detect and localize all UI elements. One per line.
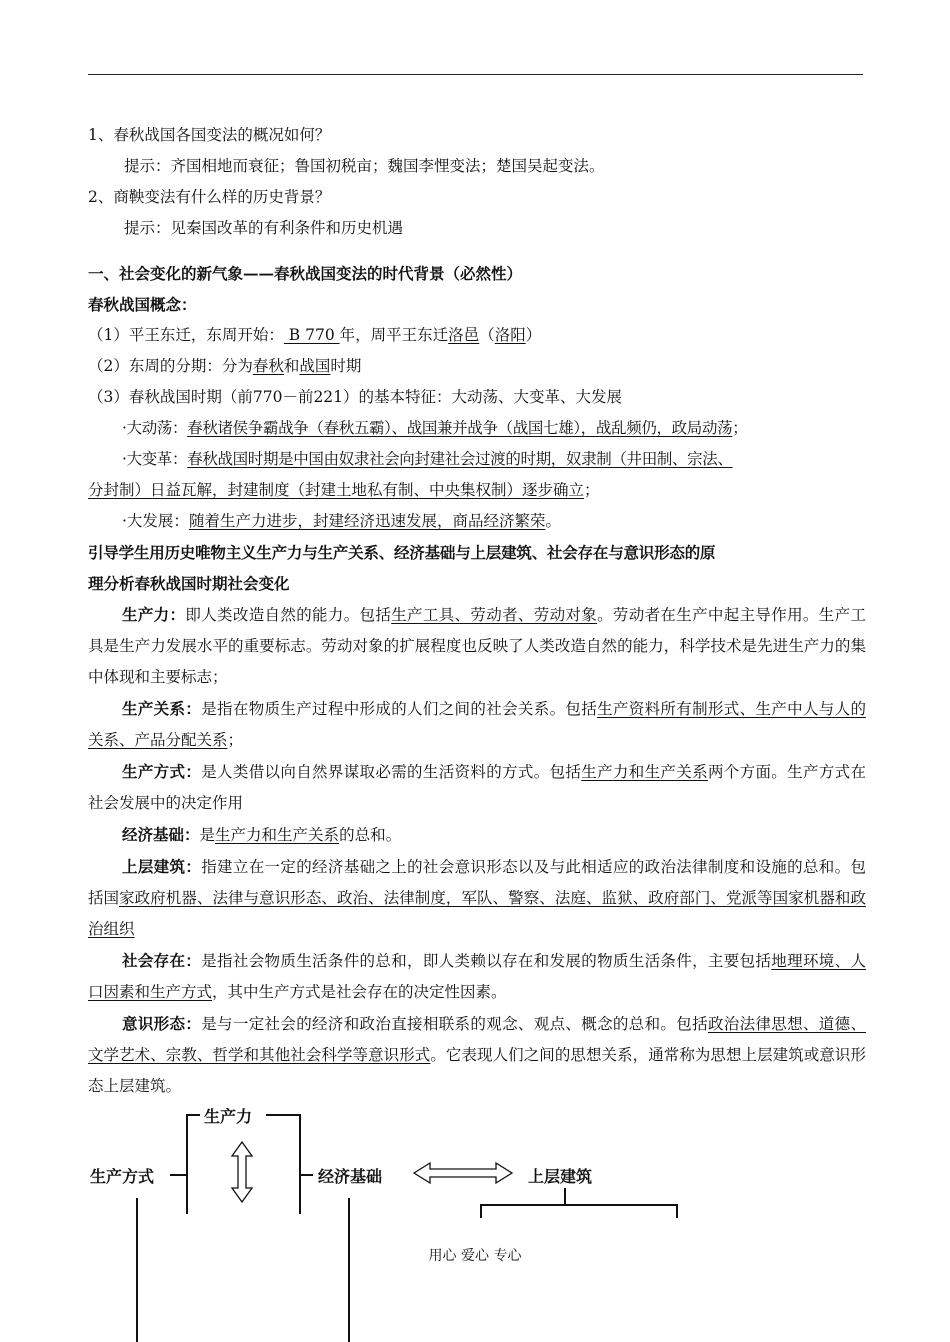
bracket-top-left [186, 1114, 200, 1116]
diagram-mode-label: 生产方式 [90, 1167, 155, 1186]
question-1: 1、春秋战国各国变法的概况如何？ [88, 126, 331, 144]
base-connector [299, 1174, 313, 1176]
page-footer: 用心 爱心 专心 [428, 1248, 522, 1264]
super-stem [564, 1188, 566, 1204]
hint-2: 提示：见秦国改革的有利条件和历史机遇 [124, 219, 404, 237]
base-down-line [348, 1198, 350, 1342]
vertical-double-arrow-icon [230, 1140, 254, 1204]
mode-connector [170, 1174, 186, 1176]
term-superstructure: 上层建筑：指建立在一定的经济基础之上的社会意识形态以及与此相适应的政治法律制度和设施的总和。包括国家政府机器、法律与意识形态、政治、法律制度，军队、警察、法庭、监狱、政府部门、党派等国家机器和政治组织 [88, 857, 866, 938]
mode-down-line [136, 1198, 138, 1342]
horizontal-double-arrow-icon [412, 1160, 514, 1186]
turmoil-line: ·大动荡：春秋诸侯争霸战争（春秋五霸）、战国兼并战争（战国七雄），战乱频仍，政局动荡； [122, 419, 748, 437]
concept-title: 春秋战国概念： [88, 295, 197, 314]
hint-1: 提示：齐国相地而衰征；鲁国初税亩；魏国李悝变法；楚国吴起变法。 [124, 157, 605, 175]
term-base: 经济基础：是生产力和生产关系的总和。 [122, 825, 402, 844]
term-productivity: 生产力：即人类改造自然的能力。包括生产工具、劳动者、劳动对象。劳动者在生产中起主导作用。生产工具是生产力发展水平的重要标志。劳动对象的扩展程度也反映了人类改造自然的能力，科学技术是先进生产力的集中体现和主要标志； [88, 605, 866, 686]
diagram-base-label: 经济基础 [318, 1167, 383, 1186]
bracket-left-vertical [186, 1114, 188, 1214]
bracket-right-vertical [299, 1114, 301, 1214]
change-line-1: ·大变革：春秋战国时期是中国由奴隶社会向封建社会过渡的时期，奴隶制（井田制、宗法、 [122, 450, 733, 468]
term-ideology: 意识形态：是与一定社会的经济和政治直接相联系的观念、观点、概念的总和。包括政治法律思想、道德、文学艺术、宗教、哲学和其他社会科学等意识形式。它表现人们之间的思想关系，通常称为思想上层建筑或意识形态上层建筑。 [88, 1014, 866, 1095]
header-rule [88, 74, 863, 75]
diagram-productivity-label: 生产力 [204, 1107, 253, 1126]
bracket-top-right [266, 1114, 300, 1116]
diagram-superstructure-label: 上层建筑 [528, 1167, 593, 1186]
term-relations: 生产关系：是指在物质生产过程中形成的人们之间的社会关系。包括生产资料所有制形式、生产中人与人的关系、产品分配关系； [88, 699, 866, 749]
question-2: 2、商鞅变法有什么样的历史背景？ [88, 188, 331, 206]
change-line-2: 分封制）日益瓦解，封建制度（封建土地私有制、中央集权制）逐步确立； [88, 481, 600, 499]
guide-line-2: 理分析春秋战国时期社会变化 [88, 574, 290, 593]
item-3: （3）春秋战国时期（前770－前221）的基本特征：大动荡、大变革、大发展 [88, 388, 623, 406]
develop-line: ·大发展：随着生产力进步，封建经济迅速发展，商品经济繁荣。 [122, 512, 561, 530]
super-bracket-right [676, 1204, 678, 1218]
section-heading: 一、社会变化的新气象——春秋战国变法的时代背景（必然性） [88, 264, 523, 283]
item-2: （2）东周的分期：分为春秋和战国时期 [88, 357, 362, 375]
document-body [88, 120, 866, 1102]
term-existence: 社会存在：是指社会物质生活条件的总和，即人类赖以存在和发展的物质生活条件，主要包括地理环境、人口因素和生产方式，其中生产方式是社会存在的决定性因素。 [88, 951, 866, 1001]
super-bracket-horizontal [480, 1204, 677, 1206]
super-bracket-left [480, 1204, 482, 1218]
guide-line-1: 引导学生用历史唯物主义生产力与生产关系、经济基础与上层建筑、社会存在与意识形态的原 [88, 543, 716, 562]
item-1: （1）平王东迁，东周开始： B 770 年，周平王东迁洛邑（洛阳） [88, 326, 542, 344]
relationship-diagram [0, 1090, 950, 1342]
term-mode: 生产方式：是人类借以向自然界谋取必需的生活资料的方式。包括生产力和生产关系两个方面。生产方式在社会发展中的决定作用 [88, 762, 866, 812]
